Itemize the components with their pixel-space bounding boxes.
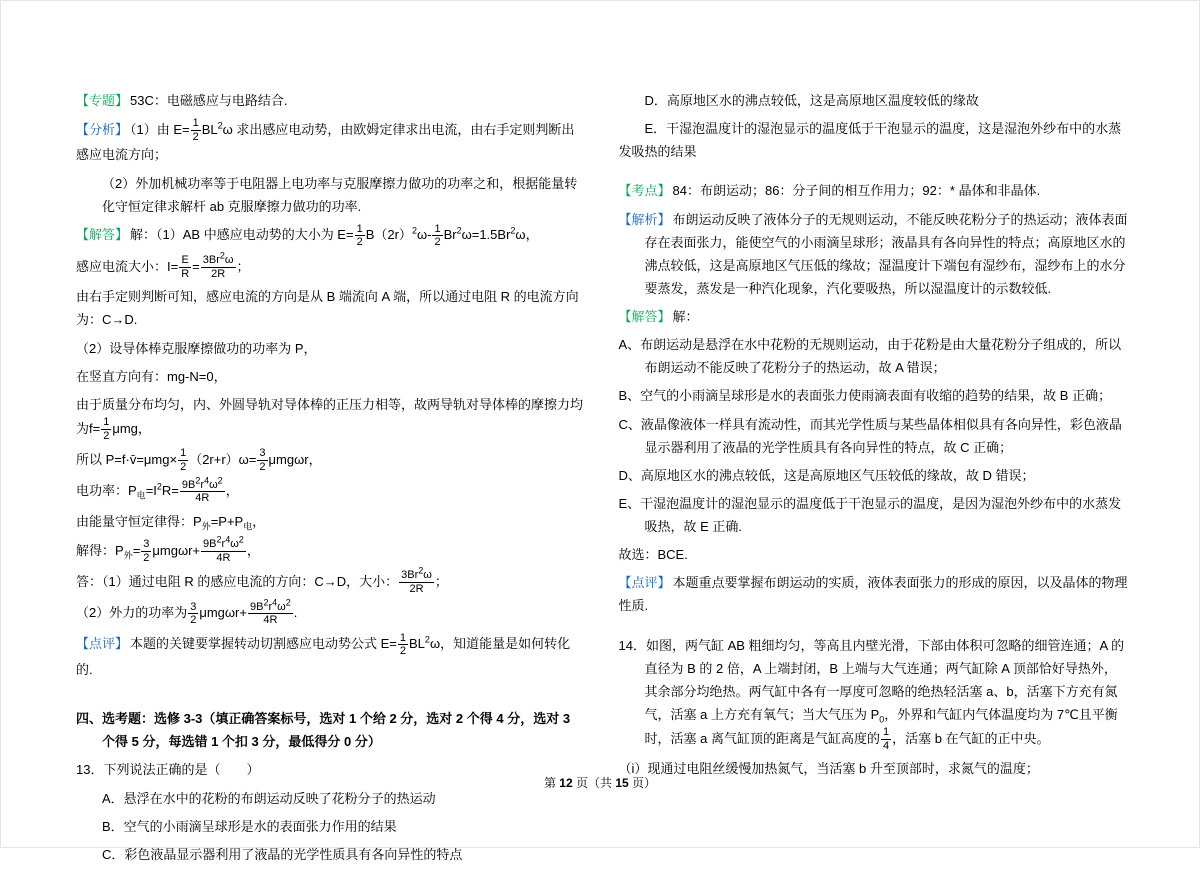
paragraph-text: 由右手定则判断可知，感应电流的方向是从 B 端流向 A 端，所以通过电阻 R 的电流方向为：C→D. — [76, 289, 579, 328]
content-columns — [1, 1, 1199, 871]
para-solution-1 — [76, 223, 587, 249]
paragraph-text: 由能量守恒定律得：$P_外=P+P_电$， — [76, 513, 266, 532]
paragraph-text: B．空气的小雨滴呈球形是水的表面张力作用的结果 — [102, 818, 397, 834]
para-vertical-equation — [76, 365, 587, 388]
paragraph-text: 本题重点要掌握布朗运动的实质，液体表面张力的形成的原因，以及晶体的物理性质. — [618, 575, 1128, 614]
para-analysis-2 — [76, 172, 587, 218]
para-topic — [76, 89, 587, 112]
paragraph-text: C．彩色液晶显示器利用了液晶的光学性质具有各向异性的特点 — [102, 846, 463, 862]
paragraph-text: B、空气的小雨滴呈球形是水的表面张力使雨滴表面有收缩的趋势的结果，故 B 正确； — [618, 388, 1112, 404]
answer-choice — [619, 543, 1130, 566]
para-current-formula — [76, 250, 587, 280]
paragraph-text: A．悬浮在水中的花粉的布朗运动反映了花粉分子的热运动 — [102, 790, 436, 806]
para-current-direction — [76, 285, 587, 331]
paragraph-text: （i）现通过电阻丝缓慢加热氮气，当活塞 b 升至顶部时，求氮气的温度； — [618, 761, 1039, 777]
para-comment — [619, 571, 1130, 617]
paragraph-text: 解得：$P_外=$ $\frac{3}{2}$ μmgωr+ $\frac{9B^2r^4\omega^2}{4R}$ ， — [76, 534, 260, 564]
para-friction-equation — [76, 393, 587, 442]
section-heading — [76, 707, 587, 753]
paragraph-text: 布朗运动反映了液体分子的无规则运动，不能反映花粉分子的热运动；液体表面存在表面张力，能使空气的小雨滴呈球形；液晶具有各向异性的特点；高原地区水的沸点较低，这是高原地区气压低的缘故；湿温度计下端包有湿纱布，湿纱布上的水分要蒸发，蒸发是一种汽化现象，汽化要吸热，所以湿温度计的示数较低. — [644, 211, 1128, 296]
paragraph-text: C、液晶像液体一样具有流动性，而其光学性质与某些晶体相似具有各向异性，彩色液晶显示器利用了液晶的光学性质具有各向异性的特点，故 C 正确； — [618, 416, 1122, 455]
paragraph-text: （2）外加机械功率等于电阻器上电功率与克服摩擦力做功的功率之和，根据能量转化守恒定律求解杆 ab 克服摩擦力做功的功率. — [102, 175, 578, 214]
para-electric-power — [76, 474, 587, 505]
solution-a — [619, 333, 1130, 379]
question-14 — [619, 634, 1130, 753]
page-number: 第 12 页（共 15 页） — [543, 776, 657, 790]
tag-label: 【专题】 — [76, 93, 129, 108]
paragraph-text: 14．如图，两气缸 AB 粗细均匀，等高且内壁光滑，下部由体积可忽略的细管连通；A 的直径为 B 的 2 倍，A 上端封闭，B 上端与大气连通；两气缸除 A 顶部恰好导热外，其余部分均绝热。两气缸中各有一厚度可忽略的绝热轻活塞 a、b，活塞下方充有氮气，活塞 a 上方充有氧气；当大气压为 $P_0$，外界和气缸内气体温度均为 7℃且平衡时，活塞 a 离气缸顶的距离是气缸高度的 $\frac{1}{4}$ ，活塞 b 在气缸的正中央。 — [618, 637, 1125, 752]
tag-label: 【点评】 — [618, 575, 671, 591]
option-b — [76, 815, 587, 838]
page-footer — [1, 774, 1199, 791]
para-energy-conservation — [76, 510, 587, 533]
paragraph-text: E．干湿泡温度计的湿泡显示的温度低于干泡显示的温度，这是湿泡外纱布中的水蒸发吸热的结果 — [618, 121, 1122, 160]
solution-d — [619, 464, 1130, 487]
paragraph-text: 解：（1）AB 中感应电动势的大小为 E= $\frac{1}{2}$ $B(2r)^2\omega-$ $\frac{1}{2}$ $Br^2\omega=1.5Br^2\omega$， — [130, 222, 539, 249]
para-answer-2 — [76, 596, 587, 627]
option-c — [76, 843, 587, 866]
para-analysis — [76, 117, 587, 166]
para-part2-intro — [76, 337, 587, 360]
left-column — [76, 89, 587, 871]
paragraph-text: 53C：电磁感应与电路结合. — [130, 93, 288, 108]
paragraph-text: 感应电流大小：I= $\frac{E}{R}$ = $\frac{3Br^2\omega}{2R}$ ； — [76, 250, 250, 280]
paragraph-text: （2）外力的功率为 $\frac{3}{2}$ μmgωr+ $\frac{9B^2r^4\omega^2}{4R}$ . — [76, 596, 298, 627]
option-e — [619, 117, 1130, 163]
paragraph-text: A、布朗运动是悬浮在水中花粉的无规则运动，由于花粉是由大量花粉分子组成的，所以布朗运动不能反映了花粉分子的热运动，故 A 错误； — [618, 337, 1122, 376]
paragraph-text: （1）由 E= $\frac{1}{2}$ $BL^2\omega$ 求出感应电动势，由欧姆定律求出电流，由右手定则判断出感应电流方向； — [76, 117, 575, 163]
para-comment — [76, 632, 587, 681]
paragraph-text: D、高原地区水的沸点较低，这是高原地区气压较低的缘故，故 D 错误； — [618, 467, 1035, 483]
tag-label: 【考点】 — [618, 183, 671, 199]
tag-label: 【解答】 — [618, 309, 671, 324]
paragraph-text: 答：（1）通过电阻 R 的感应电流的方向：C→D，大小： $\frac{3Br^2\omega}{2R}$ ； — [76, 565, 448, 595]
paragraph-text: 解： — [672, 309, 699, 324]
paragraph-text: 在竖直方向有：mg-N=0， — [76, 368, 227, 384]
paragraph-text: 所以 P=f·v̄=μmg× $\frac{1}{2}$ （2r+r）ω= $\frac{3}{2}$ μmgωr， — [76, 447, 322, 473]
paragraph-text: D．高原地区水的沸点较低，这是高原地区温度较低的缘故 — [644, 93, 979, 108]
paragraph-text: 四、选考题：选修 3-3（填正确答案标号，选对 1 个给 2 分，选对 2 个得 4 分，选对 3 个得 5 分，每选错 1 个扣 3 分，最低得分 0 分） — [76, 711, 571, 750]
para-solve-result — [76, 534, 587, 564]
solution-b — [619, 384, 1130, 407]
paragraph-text: 故选：BCE. — [618, 547, 688, 563]
paragraph-text: 13．下列说法正确的是（ ） — [76, 762, 260, 778]
paragraph-text: 84：布朗运动；86：分子间的相互作用力；92：* 晶体和非晶体. — [672, 183, 1041, 199]
solution-c — [619, 413, 1130, 459]
para-exam-points — [619, 179, 1130, 202]
tag-label: 【解答】 — [76, 227, 129, 243]
para-answer-1 — [76, 565, 587, 595]
option-d — [619, 89, 1130, 112]
solution-e — [619, 492, 1130, 538]
tag-label: 【点评】 — [76, 636, 129, 652]
para-analysis — [619, 208, 1130, 301]
paragraph-text: 由于质量分布均匀，内、外圆导轨对导体棒的正压力相等，故两导轨对导体棒的摩擦力均为f= $\frac{1}{2}$ μmg， — [76, 396, 584, 442]
para-power-friction — [76, 447, 587, 473]
paragraph-text: E、干湿泡温度计的湿泡显示的温度低于干泡显示的温度，是因为湿泡外纱布中的水蒸发吸热，故 E 正确. — [618, 495, 1122, 534]
tag-label: 【解析】 — [618, 211, 671, 227]
para-solution-intro — [619, 305, 1130, 328]
paragraph-text: 本题的关键要掌握转动切割感应电动势公式 E= $\frac{1}{2}$ $BL^2\omega$，知道能量是如何转化的. — [76, 631, 571, 678]
paragraph-text: （2）设导体棒克服摩擦做功的功率为 P， — [76, 340, 317, 356]
right-column — [619, 89, 1130, 871]
tag-label: 【分析】 — [76, 121, 129, 137]
paragraph-text: 电功率：$P_电=I^2R=$ $\frac{9B^2r^4\omega^2}{4R}$ ， — [76, 474, 239, 505]
